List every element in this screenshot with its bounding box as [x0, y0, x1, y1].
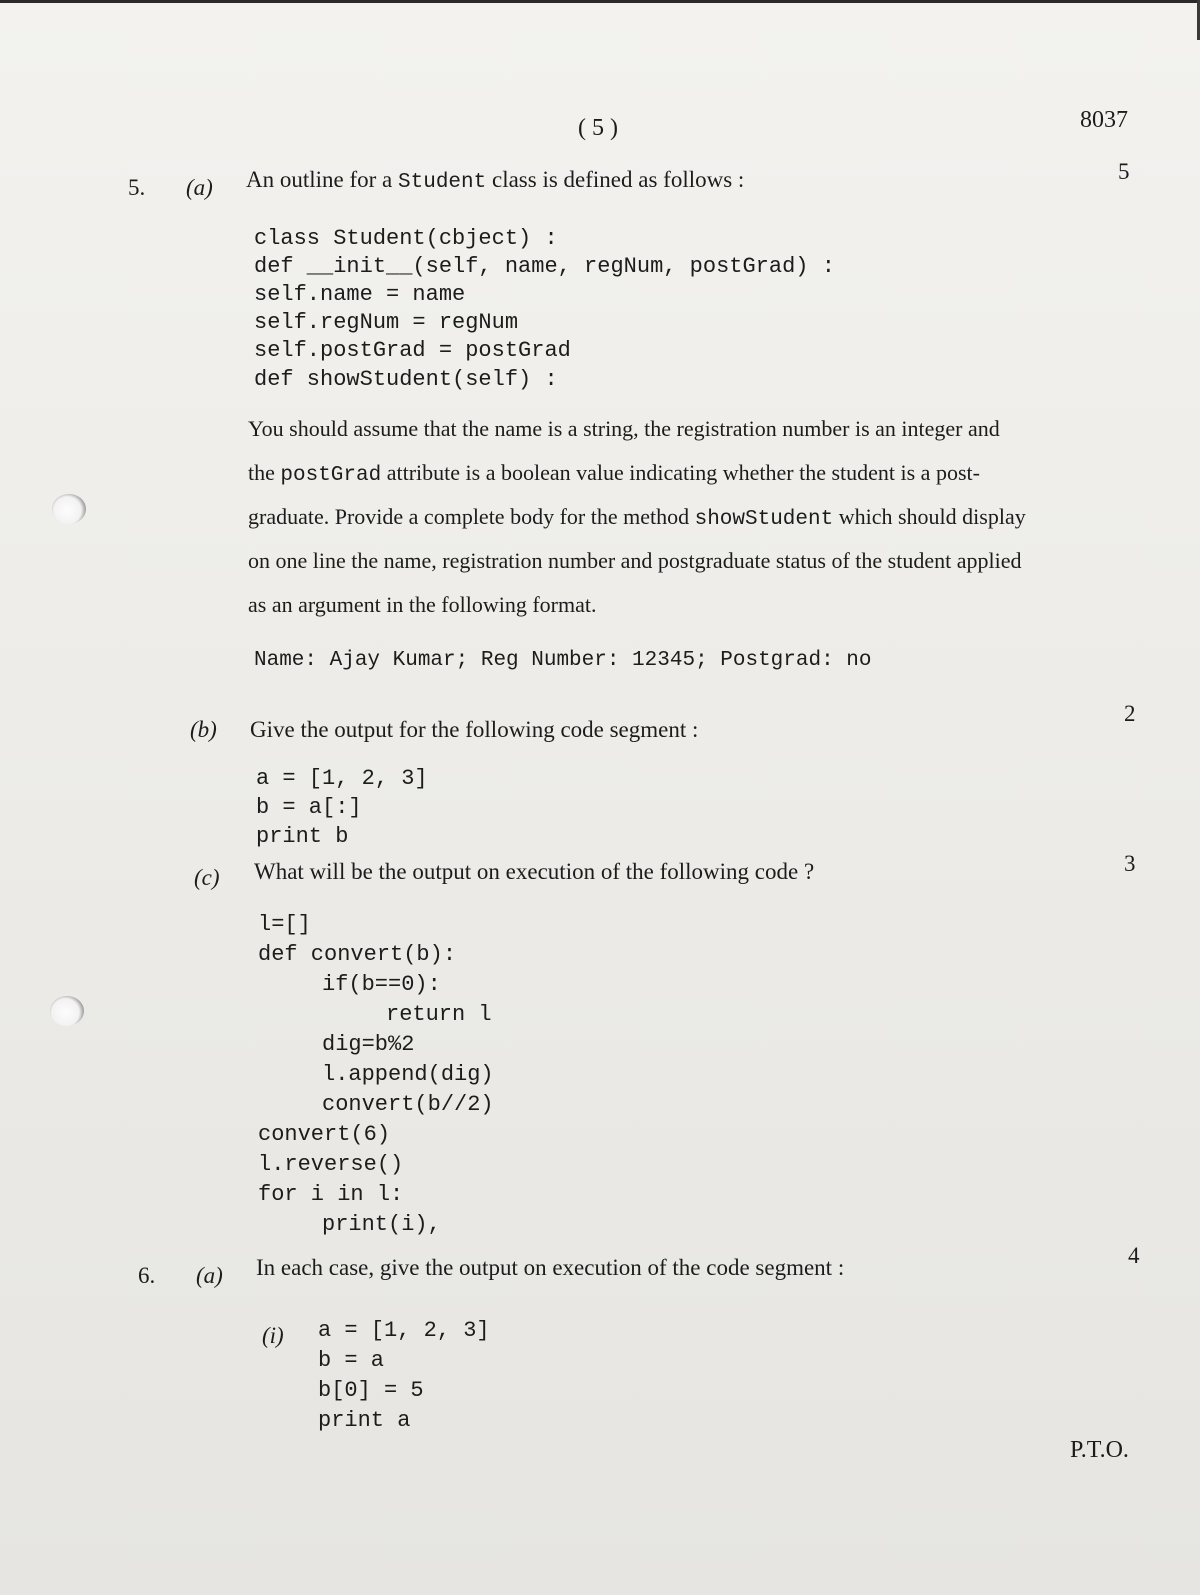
q5a-code-line-2: def __init__(self, name, regNum, postGrad) : — [254, 254, 835, 279]
q5a-para-line-5: as an argument in the following format. — [248, 592, 597, 617]
q5a-sample-output: Name: Ajay Kumar; Reg Number: 12345; Postgrad: no — [254, 649, 872, 672]
q5c-code-line-8: convert(6) — [258, 1122, 391, 1147]
q5a-code-line-3: self.name = name — [254, 282, 466, 307]
q5b-intro: Give the output for the following code segment : — [250, 717, 699, 742]
q5c-code-line-5: dig=b%2 — [322, 1032, 415, 1057]
q5a-para-line-2: the postGrad attribute is a boolean value indicating whether the student is a post- — [248, 460, 980, 487]
q5b-code-line-1: a = [1, 2, 3] — [256, 766, 428, 791]
pto-marker: P.T.O. — [1070, 1437, 1129, 1463]
question-5-number: 5. — [128, 175, 146, 200]
q6a-i-code-line-3: b[0] = 5 — [318, 1378, 424, 1403]
q5c-code-line-2: def convert(b): — [258, 942, 457, 967]
q5a-code-line-4: self.regNum = regNum — [254, 310, 519, 335]
q5a-code-line-5: self.postGrad = postGrad — [254, 338, 571, 363]
q5c-code-line-9: l.reverse() — [258, 1152, 404, 1177]
q5b-code-line-2: b = a[:] — [256, 795, 362, 820]
q5a-marks: 5 — [1118, 159, 1130, 184]
question-6-number: 6. — [138, 1263, 156, 1288]
q6a-label: (a) — [196, 1263, 223, 1288]
q6a-i-label: (i) — [262, 1323, 284, 1348]
q5a-para-line-1: You should assume that the name is a string, the registration number is an integer and — [248, 416, 1000, 441]
q5c-code-line-3: if(b==0): — [322, 972, 441, 997]
q6a-i-code-line-4: print a — [318, 1408, 411, 1433]
q5b-code-line-3: print b — [256, 824, 349, 849]
q5a-code-line-6: def showStudent(self) : — [254, 367, 558, 392]
q6a-i-code-line-2: b = a — [318, 1348, 385, 1373]
q5c-code-line-6: l.append(dig) — [322, 1062, 494, 1087]
q5a-para-line-4: on one line the name, registration number and postgraduate status of the student applied — [248, 548, 1022, 573]
q5a-intro: An outline for a Student class is defined as follows : — [246, 167, 745, 194]
q6a-i-code-line-1: a = [1, 2, 3] — [318, 1318, 490, 1343]
q5a-para-line-3: graduate. Provide a complete body for the method showStudent which should display — [248, 504, 1026, 531]
q5c-code-line-1: l=[] — [258, 912, 311, 937]
paper-code: 8037 — [1080, 107, 1128, 133]
q5c-marks: 3 — [1124, 851, 1136, 876]
punch-hole-bottom — [50, 996, 84, 1026]
scan-top-edge — [0, 0, 1200, 3]
q5c-code-line-10: for i in l: — [258, 1182, 404, 1207]
q5c-label: (c) — [194, 865, 220, 890]
q6a-intro: In each case, give the output on execution of the code segment : — [256, 1255, 845, 1280]
page-number: ( 5 ) — [578, 115, 618, 141]
q5b-label: (b) — [190, 717, 217, 742]
q5b-marks: 2 — [1124, 701, 1136, 726]
q5c-code-line-7: convert(b//2) — [322, 1092, 494, 1117]
q5c-intro: What will be the output on execution of the following code ? — [254, 859, 815, 884]
q5c-code-line-4: return l — [386, 1002, 492, 1027]
q5a-label: (a) — [186, 175, 213, 200]
punch-hole-top — [52, 494, 86, 524]
q5a-code-line-1: class Student(cbject) : — [254, 226, 558, 251]
q6a-marks: 4 — [1128, 1243, 1140, 1268]
q5c-code-line-11: print(i), — [322, 1212, 441, 1237]
